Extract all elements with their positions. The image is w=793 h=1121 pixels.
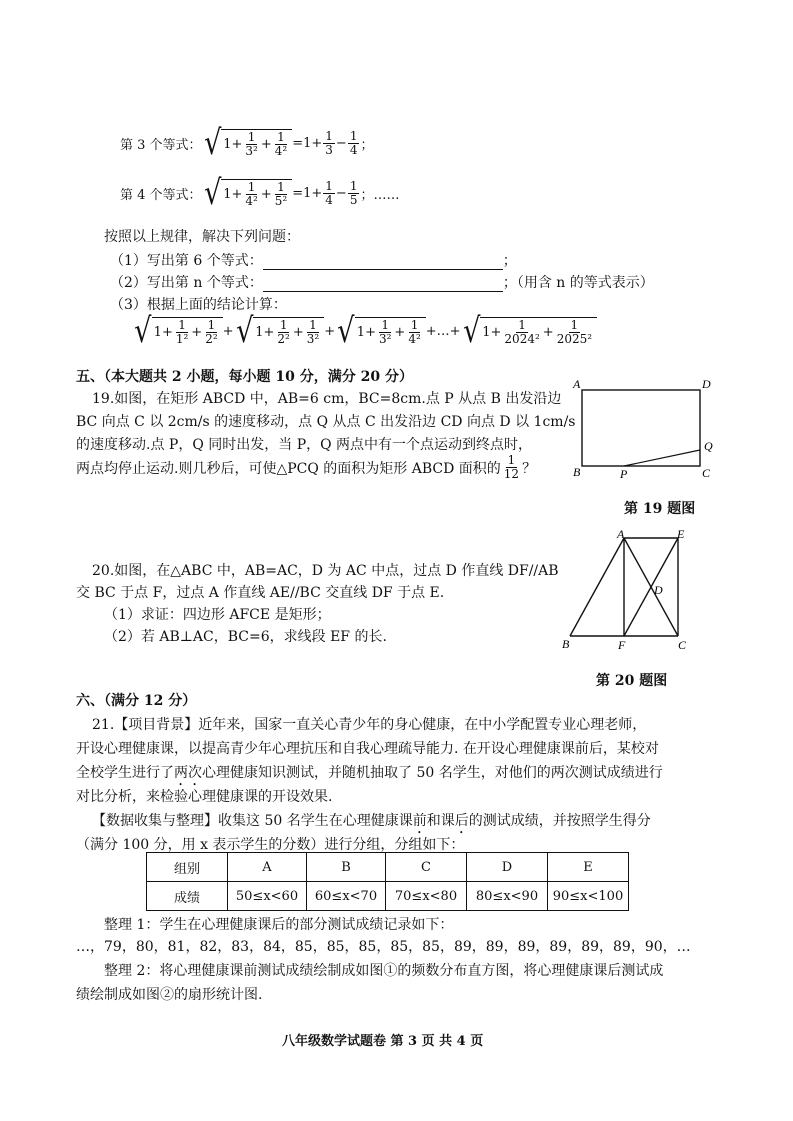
question-1: （1）写出第 6 个等式： ； <box>110 253 517 269</box>
p21-line-4: 对比分析，来检验心理健康课的开设效果. <box>76 789 333 805</box>
figure-20 <box>556 528 706 654</box>
page-footer: 八年级数学试题卷 第 3 页 共 4 页 <box>282 1034 484 1049</box>
p21-line-6: （满分 100 分，用 x 表示学生的分数）进行分组，分组如下： <box>76 837 465 853</box>
sum-term-1: √ 1+ $\frac{1}{\text{1²}}$ + $\frac{1}{\text{2²}}$ <box>132 316 223 346</box>
table-row: 组别 A B C D E <box>147 853 629 882</box>
section-5-heading: 五、（本大题共 2 小题，每小题 10 分，满分 20 分） <box>76 369 413 385</box>
label-d: D <box>654 583 663 597</box>
p21-sort-1-data: …，79，80，81，82，83，84，85，85，85，85，85，89，89，89，89，89，89，90，… <box>76 939 691 955</box>
p20-line-3: （1）求证：四边形 AFCE 是矩形； <box>104 607 331 623</box>
p19-line-3: 的速度移动.点 P，Q 同时出发，当 P，Q 两点中有一个点运动到终点时， <box>76 437 533 453</box>
sum-term-2: √ 1+ $\frac{1}{\text{2²}}$ + $\frac{1}{\text{3²}}$ <box>234 316 325 346</box>
label-q: Q <box>704 439 713 453</box>
p21-sort-1: 整理 1：学生在心理健康课后的部分测试成绩记录如下： <box>104 917 454 933</box>
label-e: E <box>677 528 685 541</box>
equation-3: 第 3 个等式： √ 1+ $\frac{1}{\text{3²}}$ + $\frac{1}{\text{4²}}$ =1+ $\frac{1}{3}$ − $\frac{1}{4}$ ； <box>120 123 374 163</box>
question-3: （3）根据上面的结论计算： <box>110 297 287 313</box>
p19-line-2: BC 向点 C 以 2cm/s 的速度移动，点 Q 从点 C 出发沿边 CD 向点 D 以 1cm/s <box>76 414 576 430</box>
p21-line-3: 全校学生进行了两次心理健康知识测试，并随机抽取了 50 名学生，对他们的两次测试成绩进行 <box>76 765 663 781</box>
figure-19-caption: 第 19 题图 <box>624 501 696 517</box>
equation-4: 第 4 个等式： √ 1+ $\frac{1}{\text{4²}}$ + $\frac{1}{\text{5²}}$ =1+ $\frac{1}{4}$ − $\frac{1}{5}$ ；…… <box>120 173 400 213</box>
sum-expression: √ 1+ $\frac{1}{\text{1²}}$ + $\frac{1}{\text{2²}}$ + √ 1+ $\frac{1}{\text{2²}}$ + $\frac{1}{\text{3²}}$ + √ 1+ $\frac{1}{\text{3²}}$ + $\frac{1}{\text{4²}}$ +…+ √ 1+ $\frac{1}{\text{2024²}}$ + $\frac{1}{\text{2025²}}$ <box>132 316 597 346</box>
segment-pq <box>624 450 700 466</box>
figure-20-caption: 第 20 题图 <box>596 673 668 689</box>
group-table <box>146 852 629 911</box>
p20-line-2: 交 BC 于点 F，过点 A 作直线 AE//BC 交直线 DF 于点 E. <box>76 585 445 601</box>
answer-blank-2[interactable] <box>263 277 503 292</box>
figure-19 <box>568 376 718 480</box>
answer-blank-1[interactable] <box>263 255 503 270</box>
rule-text: 按照以上规律，解决下列问题： <box>104 229 300 245</box>
label-f: F <box>618 638 626 652</box>
p20-line-4: （2）若 AB⊥AC，BC=6，求线段 EF 的长. <box>104 629 387 645</box>
p20-line-1: 20.如图，在△ABC 中，AB=AC，D 为 AC 中点，过点 D 作直线 DF//AB <box>92 563 559 579</box>
p21-line-5: 【数据收集与整理】收集这 50 名学生在心理健康课前和课后的测试成绩，并按照学生得分 <box>92 813 651 829</box>
question-2: （2）写出第 n 个等式： ；（用含 n 的等式表示） <box>110 275 654 291</box>
p21-line-2: 开设心理健康课，以提高青少年心理抗压和自我心理疏导能力. 在开设心理健康课前后，某校对 <box>76 741 659 757</box>
label-b: B <box>573 465 581 479</box>
equation-3-label: 第 3 个等式： <box>120 137 202 153</box>
section-6-heading: 六、（满分 12 分） <box>76 693 197 709</box>
p19-line-1: 19.如图，在矩形 ABCD 中，AB=6 cm，BC=8cm.点 P 从点 B 出发沿边 <box>92 391 562 407</box>
radical: √ 1+ $\frac{1}{\text{4²}}$ + $\frac{1}{\text{5²}}$ <box>202 178 293 208</box>
label-c: C <box>702 466 711 480</box>
equation-4-label: 第 4 个等式： <box>120 187 202 203</box>
p21-sort-2: 整理 2：将心理健康课前测试成绩绘制成如图①的频数分布直方图，将心理健康课后测试成 <box>104 963 664 979</box>
table-row: 成绩 50≤x<60 60≤x<70 70≤x<80 80≤x<90 90≤x<100 <box>147 882 629 911</box>
label-a: A <box>573 377 581 391</box>
p21-line-1: 21.【项目背景】近年来，国家一直关心青少年的身心健康，在中小学配置专业心理老师， <box>92 717 647 733</box>
rectangle-abcd <box>582 390 700 466</box>
label-c: C <box>678 638 687 652</box>
label-d: D <box>702 377 711 391</box>
p19-line-4: 两点均停止运动.则几秒后，可使△PCQ 的面积为矩形 ABCD 面积的 $\frac{1}{12}$ ？ <box>76 453 537 481</box>
sum-term-last: √ 1+ $\frac{1}{\text{2024²}}$ + $\frac{1}{\text{2025²}}$ <box>461 316 597 346</box>
label-a: A <box>617 528 625 541</box>
p21-sort-2-cont: 绩绘制成如图②的扇形统计图. <box>76 987 263 1003</box>
radical: √ 1+ $\frac{1}{\text{3²}}$ + $\frac{1}{\text{4²}}$ <box>202 128 293 158</box>
label-b: B <box>562 637 570 651</box>
sum-term-3: √ 1+ $\frac{1}{\text{3²}}$ + $\frac{1}{\text{4²}}$ <box>335 316 426 346</box>
label-p: P <box>620 467 628 480</box>
